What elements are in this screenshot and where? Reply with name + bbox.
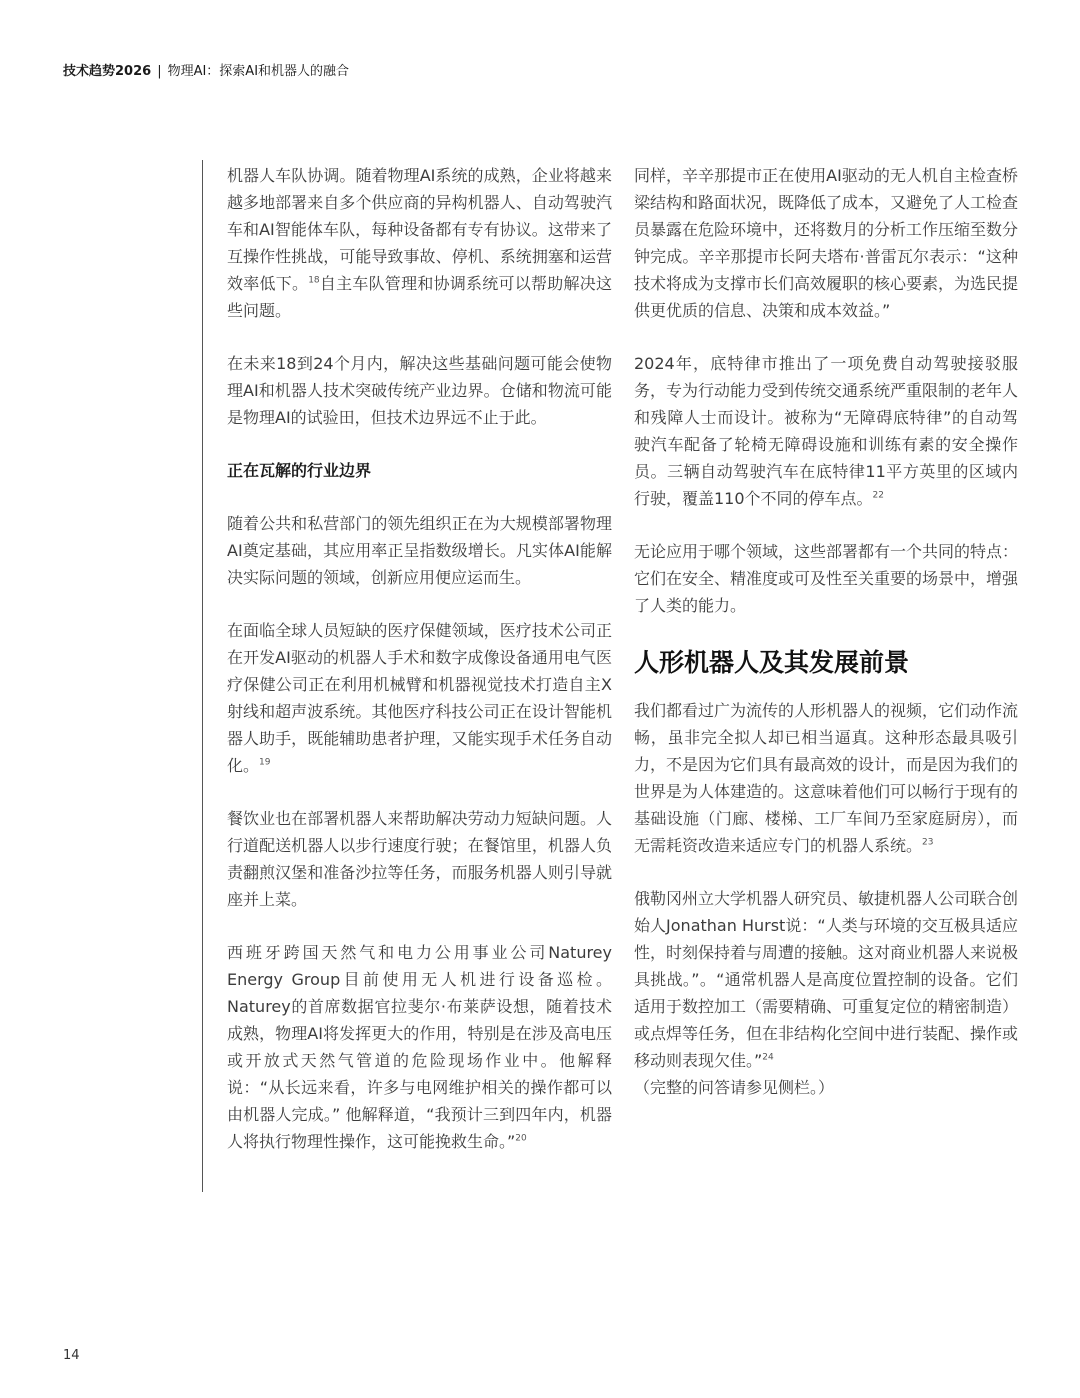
footnote-ref[interactable]: 20 [515, 1133, 527, 1144]
footnote-ref[interactable]: 23 [922, 837, 934, 848]
paragraph [227, 162, 612, 324]
paragraph [634, 350, 1018, 512]
paragraph-text: 自主车队管理和协调系统可以帮助解决这些问题。 [227, 274, 612, 320]
header-separator: | [157, 64, 162, 79]
paragraph-text: 我们都看过广为流传的人形机器人的视频，它们动作流畅，虽非完全拟人却已相当逼真。这种形态最具吸引力，不是因为它们具有最高效的设计，而是因为我们的世界是为人体建造的。这意味着他们可以畅行于现有的基础设施（门廊、楼梯、工厂车间乃至家庭厨房），而无需耗资改造来适应专门的机器人系统。 [634, 701, 1019, 855]
footnote-ref[interactable]: 24 [762, 1052, 774, 1063]
sidebar-note: （完整的问答请参见侧栏。） [634, 1078, 835, 1097]
section-heading: 正在瓦解的行业边界 [227, 461, 372, 480]
right-column [634, 162, 1018, 1127]
column-rule [202, 160, 203, 1192]
paragraph-text: 在面临全球人员短缺的医疗保健领域，医疗技术公司正在开发AI驱动的机器人手术和数字成像设备通用电气医疗保健公司正在利用机械臂和机器视觉技术打造自主X射线和超声波系统。其他医疗科技公司正在设计智能机器人助手，既能辅助患者护理，又能实现手术任务自动化。 [227, 621, 612, 775]
running-header [63, 60, 349, 79]
section-title: 人形机器人及其发展前景 [634, 648, 910, 677]
footnote-ref[interactable]: 19 [259, 757, 271, 768]
paragraph: 无论应用于哪个领域，这些部署都有一个共同的特点：它们在安全、精准度或可及性至关重要的场景中，增强了人类的能力。 [634, 542, 1019, 615]
footnote-ref[interactable]: 18 [308, 275, 320, 286]
page-number: 14 [63, 1348, 80, 1363]
paragraph [227, 617, 612, 779]
paragraph: 随着公共和私营部门的领先组织正在为大规模部署物理AI奠定基础，其应用率正呈指数级增长。凡实体AI能解决实际问题的领域，创新应用便应运而生。 [227, 514, 612, 587]
report-brand: 技术趋势2026 [63, 64, 152, 79]
paragraph-text: 俄勒冈州立大学机器人研究员、敏捷机器人公司联合创始人Jonathan Hurst说：“人类与环境的交互极具适应性，时刻保持着与周遭的接触。这对商业机器人来说极具挑战。”。“通常机器人是高度位置控制的设备。它们适用于数控加工（需要精确、可重复定位的精密制造）或点焊等任务，但在非结构化空间中进行装配、操作或移动则表现欠佳。” [634, 889, 1019, 1070]
footnote-ref[interactable]: 22 [872, 490, 884, 501]
paragraph [634, 885, 1018, 1101]
paragraph-text: 西班牙跨国天然气和电力公用事业公司Naturey Energy Group目前使用无人机进行设备巡检。Naturey的首席数据官拉斐尔·布莱萨设想，随着技术成熟，物理AI将发挥更大的作用，特别是在涉及高电压或开放式天然气管道的危险现场作业中。他解释说：“从长远来看，许多与电网维护相关的操作都可以由机器人完成。” 他解释道，“我预计三到四年内，机器人将执行物理性操作，这可能挽救生命。” [227, 943, 612, 1151]
paragraph [227, 939, 612, 1155]
report-subtitle: 物理AI：探索AI和机器人的融合 [167, 64, 350, 79]
paragraph [634, 697, 1018, 859]
paragraph: 在未来18到24个月内，解决这些基础问题可能会使物理AI和机器人技术突破传统产业边界。仓储和物流可能是物理AI的试验田，但技术边界远不止于此。 [227, 354, 612, 427]
paragraph-text: 2024年，底特律市推出了一项免费自动驾驶接驳服务，专为行动能力受到传统交通系统严重限制的老年人和残障人士而设计。被称为“无障碍底特律”的自动驾驶汽车配备了轮椅无障碍设施和训练有素的安全操作员。三辆自动驾驶汽车在底特律11平方英里的区域内行驶，覆盖110个不同的停车点。 [634, 354, 1019, 508]
paragraph: 餐饮业也在部署机器人来帮助解决劳动力短缺问题。人行道配送机器人以步行速度行驶；在餐馆里，机器人负责翻煎汉堡和准备沙拉等任务，而服务机器人则引导就座并上菜。 [227, 809, 612, 909]
left-column [227, 162, 612, 1181]
paragraph-text: 机器人车队协调。随着物理AI系统的成熟，企业将越来越多地部署来自多个供应商的异构机器人、自动驾驶汽车和AI智能体车队，每种设备都有专有协议。这带来了互操作性挑战，可能导致事故、停机、系统拥塞和运营效率低下。 [227, 166, 612, 293]
paragraph: 同样，辛辛那提市正在使用AI驱动的无人机自主检查桥梁结构和路面状况，既降低了成本，又避免了人工检查员暴露在危险环境中，还将数月的分析工作压缩至数分钟完成。辛辛那提市长阿夫塔布·普雷瓦尔表示：“这种技术将成为支撑市长们高效履职的核心要素，为选民提供更优质的信息、决策和成本效益。” [634, 166, 1019, 320]
